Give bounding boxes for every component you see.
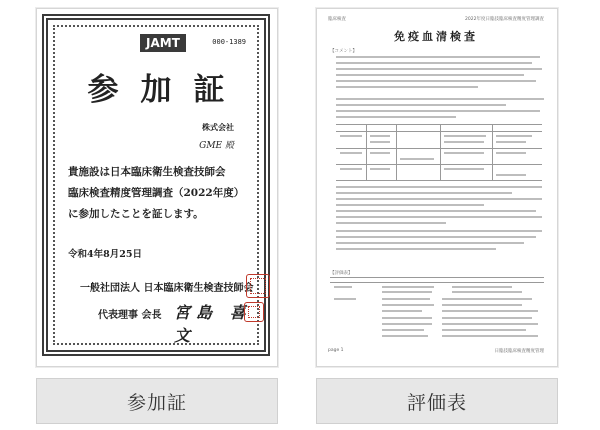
- certificate-body-line-2: 臨床検査精度管理調査（2022年度）: [68, 187, 245, 199]
- text-line: [336, 242, 524, 244]
- jamt-logo: JAMT: [140, 34, 186, 52]
- text-line: [336, 104, 506, 106]
- table-cell: [496, 135, 532, 137]
- table-cell: [334, 286, 352, 288]
- table-cell: [452, 286, 512, 288]
- table-cell: [382, 291, 432, 293]
- table-rule: [440, 124, 441, 180]
- representative-seal-icon: [244, 302, 264, 322]
- text-line: [336, 186, 542, 188]
- table-cell: [382, 335, 428, 337]
- text-line: [336, 230, 542, 232]
- text-line: [336, 110, 540, 112]
- table-rule: [366, 124, 367, 180]
- report-footer-left: page 1: [328, 348, 344, 353]
- table-rule: [336, 180, 542, 181]
- table-cell: [382, 329, 424, 331]
- certificate-date: 令和4年8月25日: [68, 249, 142, 260]
- table-cell: [370, 152, 390, 154]
- table-cell: [442, 323, 538, 325]
- table-cell: [340, 168, 362, 170]
- report-paper: [322, 14, 550, 358]
- certificate-label-button[interactable]: 参加証: [36, 378, 278, 424]
- certificate-number: 000-1389: [212, 38, 246, 46]
- text-line: [336, 210, 536, 212]
- report-comment-heading: 【コメント】: [330, 49, 357, 54]
- report-header-left: 臨床検査: [328, 17, 346, 22]
- table-cell: [370, 141, 390, 143]
- text-line: [336, 216, 542, 218]
- table-cell: [382, 323, 432, 325]
- table-rule: [492, 124, 493, 180]
- report-footer-right: 日臨技臨床検査精度管理: [494, 349, 544, 354]
- text-line: [336, 86, 478, 88]
- text-line: [336, 204, 484, 206]
- issuer-seal-icon: [246, 274, 270, 298]
- representative-title: 代表理事 会長: [98, 310, 162, 321]
- report-evaluation-heading: 【評価表】: [330, 271, 353, 276]
- certificate-issuer: 一般社団法人 日本臨床衛生検査技師会: [80, 283, 254, 294]
- text-line: [336, 68, 542, 70]
- table-rule: [396, 124, 397, 180]
- text-line: [336, 222, 446, 224]
- certificate-body-line-3: に参加したことを証します。: [68, 208, 204, 220]
- table-cell: [442, 329, 526, 331]
- table-cell: [452, 291, 522, 293]
- table-cell: [370, 135, 390, 137]
- certificate-body-line-1: 貴施設は日本臨床衛生検査技師会: [68, 166, 226, 178]
- text-line: [336, 192, 512, 194]
- table-cell: [340, 135, 362, 137]
- table-cell: [400, 158, 434, 160]
- text-line: [336, 62, 532, 64]
- table-rule: [330, 277, 544, 278]
- table-cell: [382, 286, 434, 288]
- report-title: 免疫血清検査: [394, 30, 478, 43]
- text-line: [336, 74, 524, 76]
- text-line: [336, 248, 496, 250]
- certificate-paper: [42, 14, 270, 356]
- table-cell: [442, 310, 538, 312]
- table-cell: [382, 298, 430, 300]
- recipient-company: 株式会社: [202, 122, 234, 132]
- table-cell: [444, 168, 484, 170]
- table-cell: [382, 317, 432, 319]
- report-header-right: 2022年度日臨技臨床検査精度管理調査: [465, 17, 544, 22]
- report-label-button[interactable]: 評価表: [316, 378, 558, 424]
- table-cell: [444, 135, 486, 137]
- text-line: [336, 198, 542, 200]
- table-cell: [442, 335, 538, 337]
- table-cell: [340, 152, 362, 154]
- table-cell: [382, 304, 434, 306]
- table-cell: [442, 317, 532, 319]
- text-line: [336, 236, 536, 238]
- text-line: [336, 98, 544, 100]
- text-line: [336, 116, 456, 118]
- table-cell: [334, 298, 356, 300]
- certificate-title: 参加証: [87, 72, 247, 108]
- table-cell: [444, 141, 484, 143]
- representative-name: 宮島 喜文: [174, 303, 252, 345]
- recipient-name: GME 殿: [199, 141, 234, 151]
- text-line: [336, 56, 540, 58]
- table-cell: [496, 174, 526, 176]
- table-cell: [496, 152, 526, 154]
- table-rule: [330, 282, 544, 283]
- table-cell: [442, 304, 522, 306]
- table-cell: [382, 310, 422, 312]
- table-cell: [370, 168, 390, 170]
- text-line: [336, 80, 536, 82]
- table-cell: [444, 152, 484, 154]
- table-cell: [496, 141, 526, 143]
- table-cell: [442, 298, 532, 300]
